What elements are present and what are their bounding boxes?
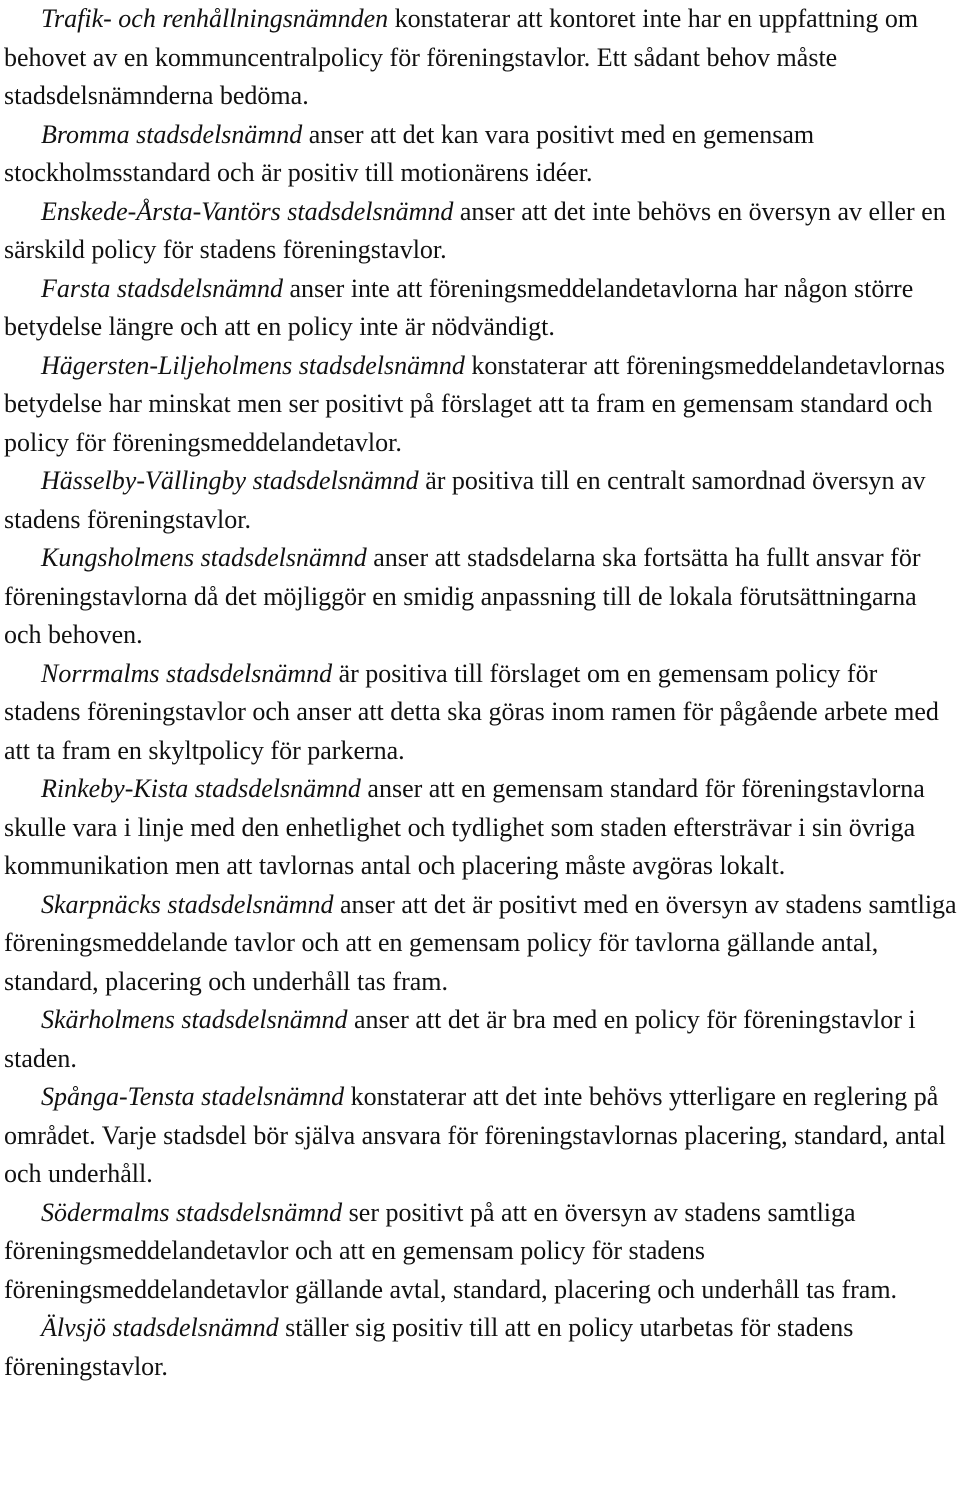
paragraph-text: ser positivt på att en översyn av stadens samtliga föreningsmeddelandetavlor och att en gemensam policy för stadens föreningsmeddelandetavlor gällande avtal, standard, placering och underhåll tas fram. (4, 1197, 898, 1304)
paragraph-rinkeby (4, 770, 958, 886)
committee-name: Kungsholmens stadsdelsnämnd (41, 543, 367, 572)
committee-name: Farsta stadsdelsnämnd (41, 273, 283, 303)
committee-name: Norrmalms stadsdelsnämnd (41, 658, 333, 688)
paragraph-kungsholmen (4, 539, 958, 655)
document-body (4, 0, 958, 1386)
paragraph-hasselby (4, 462, 958, 539)
paragraph-skarholmen (4, 1001, 958, 1078)
paragraph-text: anser inte att föreningsmeddelandetavlorna har någon större betydelse längre och att en policy inte är nödvändigt. (4, 273, 914, 341)
paragraph-bromma (4, 116, 958, 193)
paragraph-text: konstaterar att föreningsmeddelandetavlornas betydelse har minskat men ser positivt på förslaget att ta fram en gemensam standard och policy för föreningsmeddelandetavlor. (4, 350, 946, 457)
committee-name: Rinkeby-Kista stadsdelsnämnd (41, 774, 361, 803)
paragraph-text: anser att det kan vara positivt med en gemensam stockholmsstandard och är positiv till motionärens idéer. (4, 119, 815, 187)
committee-name: Trafik- och renhållningsnämnden (41, 4, 389, 33)
paragraph-text: anser att det är positivt med en översyn av stadens samtliga föreningsmeddelande tavlor och att en gemensam policy för tavlorna gällande antal, standard, placering och underhåll tas fram. (4, 889, 957, 996)
paragraph-text: konstaterar att det inte behövs ytterligare en reglering på området. Varje stadsdel bör själva ansvara för föreningstavlornas placering, standard, antal och underhåll. (4, 1082, 946, 1188)
committee-name: Älvsjö stadsdelsnämnd (41, 1313, 279, 1342)
paragraph-hagersten (4, 347, 958, 463)
paragraph-farsta (4, 270, 958, 347)
paragraph-text: är positiva till en centralt samordnad översyn av stadens föreningstavlor. (4, 466, 926, 534)
paragraph-text: konstaterar att kontoret inte har en uppfattning om behovet av en kommuncentralpolicy för föreningstavlor. Ett sådant behov måste stadsdelsnämnderna bedöma. (4, 4, 919, 110)
paragraph-sodermalm (4, 1194, 958, 1310)
paragraph-enskede (4, 193, 958, 270)
paragraph-text: anser att det är bra med en policy för föreningstavlor i staden. (4, 1005, 916, 1073)
committee-name: Hägersten-Liljeholmens stadsdelsnämnd (41, 350, 465, 380)
paragraph-spanga (4, 1078, 958, 1194)
committee-name: Enskede-Årsta-Vantörs stadsdelsnämnd (41, 196, 454, 226)
committee-name: Spånga-Tensta stadelsnämnd (41, 1082, 345, 1111)
paragraph-norrmalm (4, 655, 958, 771)
paragraph-alvsjo (4, 1309, 958, 1386)
committee-name: Skärholmens stadsdelsnämnd (41, 1005, 348, 1034)
paragraph-text: är positiva till förslaget om en gemensam policy för stadens föreningstavlor och anser att detta ska göras inom ramen för pågående arbete med att ta fram en skyltpolicy för parkerna. (4, 658, 939, 765)
paragraph-text: anser att stadsdelarna ska fortsätta ha fullt ansvar för föreningstavlorna då det möjliggör en smidig anpassning till de lokala förutsättningarna och behoven. (4, 543, 921, 649)
committee-name: Bromma stadsdelsnämnd (41, 119, 303, 149)
paragraph-skarpnack (4, 886, 958, 1002)
paragraph-text: ställer sig positiv till att en policy utarbetas för stadens föreningstavlor. (4, 1313, 854, 1381)
paragraph-text: anser att det inte behövs en översyn av eller en särskild policy för stadens föreningstavlor. (4, 196, 946, 264)
committee-name: Skarpnäcks stadsdelsnämnd (41, 889, 334, 919)
paragraph-trafik (4, 0, 958, 116)
committee-name: Södermalms stadsdelsnämnd (41, 1197, 343, 1227)
committee-name: Hässelby-Vällingby stadsdelsnämnd (41, 466, 419, 495)
paragraph-text: anser att en gemensam standard för föreningstavlorna skulle vara i linje med den enhetlighet och tydlighet som staden eftersträvar i sin övriga kommunikation men att tavlornas antal och placering måste avgöras lokalt. (4, 774, 925, 880)
